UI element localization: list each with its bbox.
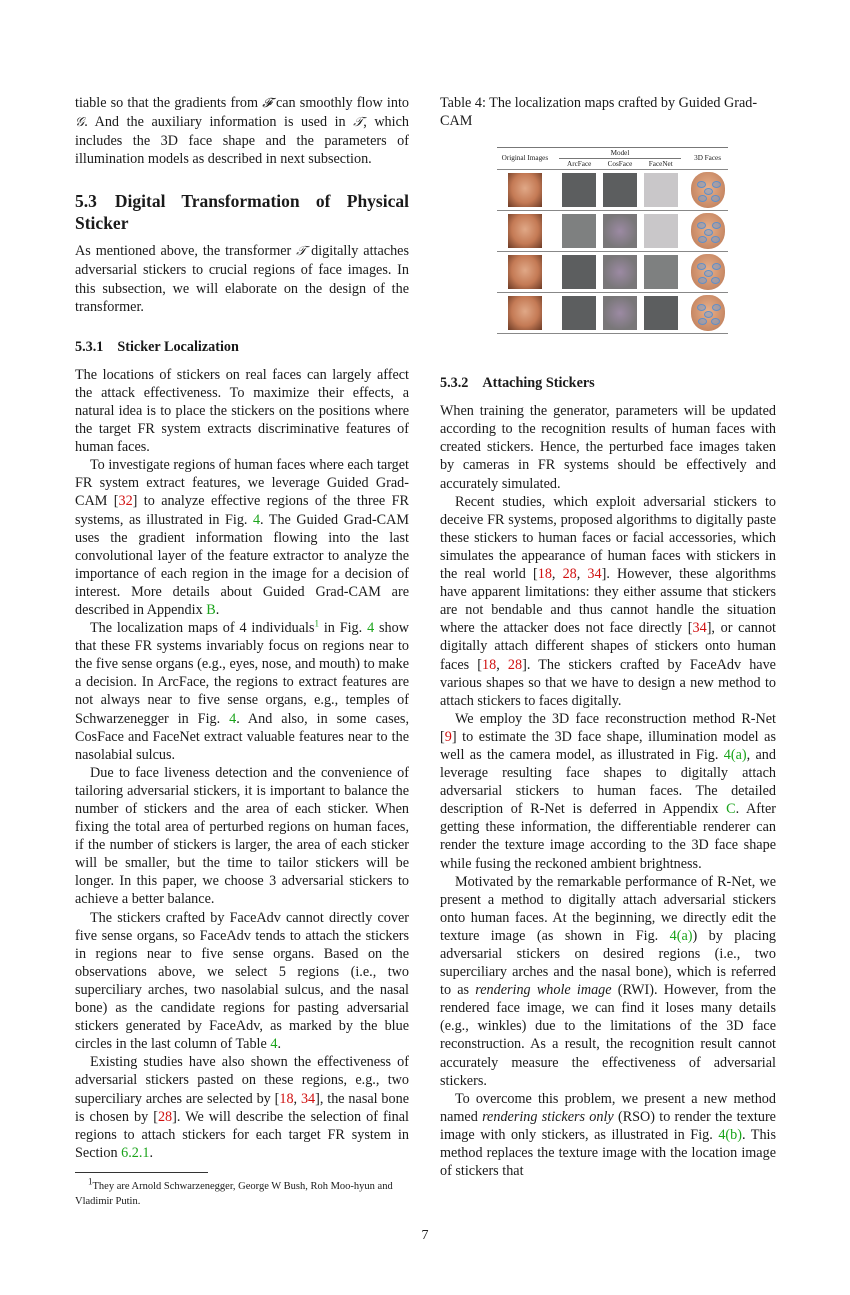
localization-map-image (644, 214, 678, 248)
localization-map-image (603, 255, 637, 289)
cross-reference-link[interactable]: 4 (367, 620, 375, 637)
table-caption: Table 4: The localization maps crafted by Guided Grad-CAM (440, 95, 758, 130)
footnote (75, 1176, 409, 1209)
table-cell (600, 252, 641, 293)
section-paragraph: As mentioned above, the transformer 𝒯 digitally attaches adversarial stickers to crucial regions of face images. In this subsection, we will elaborate on the design of the transformer. (75, 243, 409, 315)
cross-reference-link[interactable]: 4(a) (723, 746, 747, 763)
sticker-region-circle (697, 263, 706, 270)
table-cell (687, 170, 728, 211)
localization-map-image (562, 214, 596, 248)
sticker-region-circle (711, 277, 720, 284)
section-title: Digital Transformation of Physical Sticker (75, 191, 409, 234)
paragraph: To overcome this problem, we present a new method named rendering stickers only (RSO) to render the texture image with only stickers, as illustrated in Fig. 4(b). This method replaces the texture image with the location image of stickers that (440, 1090, 776, 1180)
localization-map-image (562, 296, 596, 330)
localization-table (497, 147, 728, 334)
localization-map-image (562, 173, 596, 207)
table-cell (640, 170, 681, 211)
subsection-number: 5.3.1 (75, 338, 104, 355)
table-cell (687, 211, 728, 252)
math-symbol: 𝒯 (353, 115, 364, 131)
footnote-area (75, 1162, 409, 1209)
subsection-heading (75, 338, 409, 356)
citation-link[interactable]: 28 (507, 656, 523, 673)
table-cell (640, 211, 681, 252)
table-cell (559, 293, 600, 334)
cross-reference-link[interactable]: 4(a) (669, 927, 693, 944)
cross-reference-link[interactable]: B (206, 601, 216, 618)
page-number: 7 (421, 1227, 429, 1243)
left-column (75, 94, 409, 1209)
sticker-region-circle (704, 188, 713, 195)
footnote-ref-link[interactable]: 1 (314, 618, 319, 629)
sticker-region-circle (712, 222, 721, 229)
localization-map-image (644, 173, 678, 207)
localization-map-image (644, 255, 678, 289)
table-cell (687, 252, 728, 293)
math-symbol: 𝒯 (296, 244, 307, 260)
emphasis: rendering stickers only (482, 1108, 614, 1125)
localization-map-image (603, 296, 637, 330)
paragraph: We employ the 3D face reconstruction method R-Net [9] to estimate the 3D face shape, illumination model as well as the camera model, as illustrated in Fig. 4(a), and leverage resulting face shapes to digitally attach adversarial stickers to human faces. The detailed description of R-Net is deferred in Appendix C. After getting these information, the differentiable renderer can render the texture image according to the 3D face shape while fusing the reckoned ambient brightness. (440, 710, 776, 872)
3d-face-image (691, 213, 725, 249)
localization-map-image (603, 173, 637, 207)
citation-link[interactable]: 9 (444, 728, 452, 745)
table-cell (559, 170, 600, 211)
citation-link[interactable]: 32 (118, 493, 133, 510)
right-column (437, 94, 777, 1209)
sticker-region-circle (697, 304, 706, 311)
citation-link[interactable]: 18 (482, 656, 497, 673)
sticker-region-circle (698, 318, 707, 325)
section-heading (75, 190, 409, 234)
cross-reference-link[interactable]: 6.2.1 (121, 1144, 150, 1161)
sticker-region-circle (704, 311, 713, 318)
paragraph: The locations of stickers on real faces can largely affect the attack effectiveness. To maximize their effects, a natural idea is to place the stickers on the positions where the target FR system extracts discriminative features of human faces. (75, 366, 409, 456)
table-row (497, 211, 728, 252)
table-cell (497, 211, 553, 252)
paragraph: When training the generator, parameters will be updated according to the recognition results of human faces with created stickers. Hence, the perturbed face images taken by cameras in FR systems should be effectively and accurately simulated. (440, 403, 776, 492)
math-symbol: 𝓕 (262, 96, 272, 111)
localization-map-image (603, 214, 637, 248)
footnote-divider (75, 1172, 208, 1173)
table-row (497, 293, 728, 334)
subsection-title: Attaching Stickers (482, 375, 595, 392)
localization-map-image (644, 296, 678, 330)
table-cell (497, 170, 553, 211)
sticker-region-circle (697, 222, 706, 229)
table-cell (600, 211, 641, 252)
sticker-region-circle (711, 318, 720, 325)
original-face-image (508, 173, 542, 207)
citation-link[interactable]: 34 (692, 620, 707, 637)
original-face-image (508, 296, 542, 330)
header-cosface: CosFace (607, 159, 633, 168)
paragraph: To investigate regions of human faces where each target FR system extract features, we leverage Guided Grad-CAM [32] to analyze effective regions of the three FR systems, as illustrated in Fig. 4. The Guided Grad-CAM uses the gradient information flowing into the last convolutional layer of the feature extractor to analyze the importance of each region in the image for a decision of interest. More details about Guided Grad-CAM are described in Appendix B. (75, 457, 409, 618)
citation-link[interactable]: 18 (537, 566, 552, 583)
cross-reference-link[interactable]: C (726, 801, 736, 818)
table-cell (640, 252, 681, 293)
table-cell (600, 293, 641, 334)
sticker-region-circle (711, 236, 720, 243)
footnote-text: They are Arnold Schwarzenegger, George W Bush, Roh Moo-hyun and Vladimir Putin. (75, 1180, 393, 1207)
3d-face-image (691, 295, 725, 331)
table-cell (559, 252, 600, 293)
table-row (497, 252, 728, 293)
sticker-region-circle (698, 236, 707, 243)
citation-link[interactable]: 28 (562, 566, 577, 583)
header-3d-faces: 3D Faces (687, 148, 728, 170)
header-arcface: ArcFace (567, 159, 592, 168)
header-model: Model (559, 148, 681, 159)
header-facenet: FaceNet (648, 159, 673, 168)
header-original-images: Original Images (497, 148, 553, 170)
sticker-region-circle (698, 195, 707, 202)
section-number: 5.3 (75, 191, 97, 212)
cross-reference-link[interactable]: 4 (229, 710, 237, 727)
original-face-image (508, 214, 542, 248)
subsection-title: Sticker Localization (117, 338, 239, 355)
table-cell (640, 293, 681, 334)
sticker-region-circle (712, 181, 721, 188)
3d-face-image (691, 172, 725, 208)
subsection-number: 5.3.2 (440, 375, 469, 392)
paragraph: Existing studies have also shown the effectiveness of adversarial stickers pasted on these regions, e.g., two superciliary arches are selected by [18, 34], the nasal bone is chosen by [28]. We will describe the selection of final regions to attach stickers for each target FR system in Section 6.2.1. (75, 1054, 410, 1161)
table-cell (497, 252, 553, 293)
cross-reference-link[interactable]: 4 (270, 1036, 278, 1053)
paragraph: Motivated by the remarkable performance of R-Net, we present a method to digitally attach adversarial stickers onto human faces. At the beginning, we directly edit the texture image (as shown in Fig. 4(a)) by placing adversarial stickers on desired regions (i.e., two superciliary arches and the nasal bone), which is referred to as rendering whole image (RWI). However, from the rendered face image, we can find it loses many details (e.g., winkles) due to the limitations of the 3D face reconstruction. As a result, the recognition result cannot accurately measure the effectiveness of adversarial stickers. (440, 873, 777, 1089)
sticker-region-circle (704, 270, 713, 277)
cross-reference-link[interactable]: 4 (252, 511, 261, 528)
paragraph: The localization maps of 4 individuals$^1$ in Fig. 4 show that these FR systems invariably focus on regions near to the five sense organs (e.g., eyes, nose, and mouth) to make a decision. In ArcFace, the regions to extract features are not always near to five sense organs, e.g., temples of Schwarzenegger in Fig. 4. And also, in some cases, CosFace and FaceNet extract valuable features near to the nasolabial sulcus. (75, 618, 409, 763)
citation-link[interactable]: 34 (300, 1090, 316, 1107)
sticker-region-circle (704, 229, 713, 236)
emphasis: rendering whole image (475, 982, 612, 999)
citation-link[interactable]: 28 (157, 1108, 173, 1125)
table-row (497, 170, 728, 211)
table-cell (497, 293, 553, 334)
original-face-image (508, 255, 542, 289)
sticker-region-circle (712, 304, 721, 311)
math-symbol: 𝒢 (75, 115, 85, 131)
sticker-region-circle (711, 195, 720, 202)
table-cell (687, 293, 728, 334)
sticker-region-circle (698, 277, 707, 284)
sticker-region-circle (712, 263, 721, 270)
paragraph: The stickers crafted by FaceAdv cannot directly cover five sense organs, so FaceAdv tends to attach the stickers in regions near to five sense organs. Based on the observations above, we select 5 regions (i.e., two superciliary arches, two nasolabial sulcus, and the nasal bone) as the candidate regions for pasting adversarial stickers generated by FaceAdv, as marked by the blue circles in the last column of Table 4. (75, 909, 409, 1053)
localization-map-image (562, 255, 596, 289)
right-column-body (437, 374, 776, 1180)
footnote-mark: 1 (88, 1176, 93, 1187)
citation-link[interactable]: 18 (279, 1090, 294, 1107)
citation-link[interactable]: 34 (587, 566, 602, 583)
3d-face-image (691, 254, 725, 290)
table-cell (559, 211, 600, 252)
paragraph: Recent studies, which exploit adversarial stickers to deceive FR systems, proposed algorithms to digitally paste these stickers to human faces or facial accessories, which simulates the appearance of human faces with stickers in the real world [18, 28, 34]. However, these algorithms have apparent limitations: they either assume that stickers are not bendable and thus cannot handle the situation where the attacker does not face directly [34], or cannot digitally attach different shapes of stickers onto human faces [18, 28]. The stickers crafted by FaceAdv have various shapes so that we have to design a new method to attach stickers to faces digitally. (440, 493, 777, 709)
cross-reference-link[interactable]: 4(b) (718, 1126, 742, 1143)
table-cell (600, 170, 641, 211)
intro-paragraph: tiable so that the gradients from 𝓕 can smoothly flow into 𝒢. And the auxiliary information is used in 𝒯, which includes the 3D face shape and the parameters of illumination models as described in next subsection. (75, 95, 409, 168)
paragraph: Due to face liveness detection and the convenience of tailoring adversarial stickers, it is important to balance the number of stickers and the area of each sticker. When fixing the total area of perturbed regions on human faces, if the number of stickers is larger, the area of each sticker will be smaller, but the time to tailor stickers will be longer. In this paper, we choose 3 adversarial stickers to achieve a better balance. (75, 764, 409, 908)
sticker-region-circle (697, 181, 706, 188)
subsection-heading (440, 374, 776, 392)
